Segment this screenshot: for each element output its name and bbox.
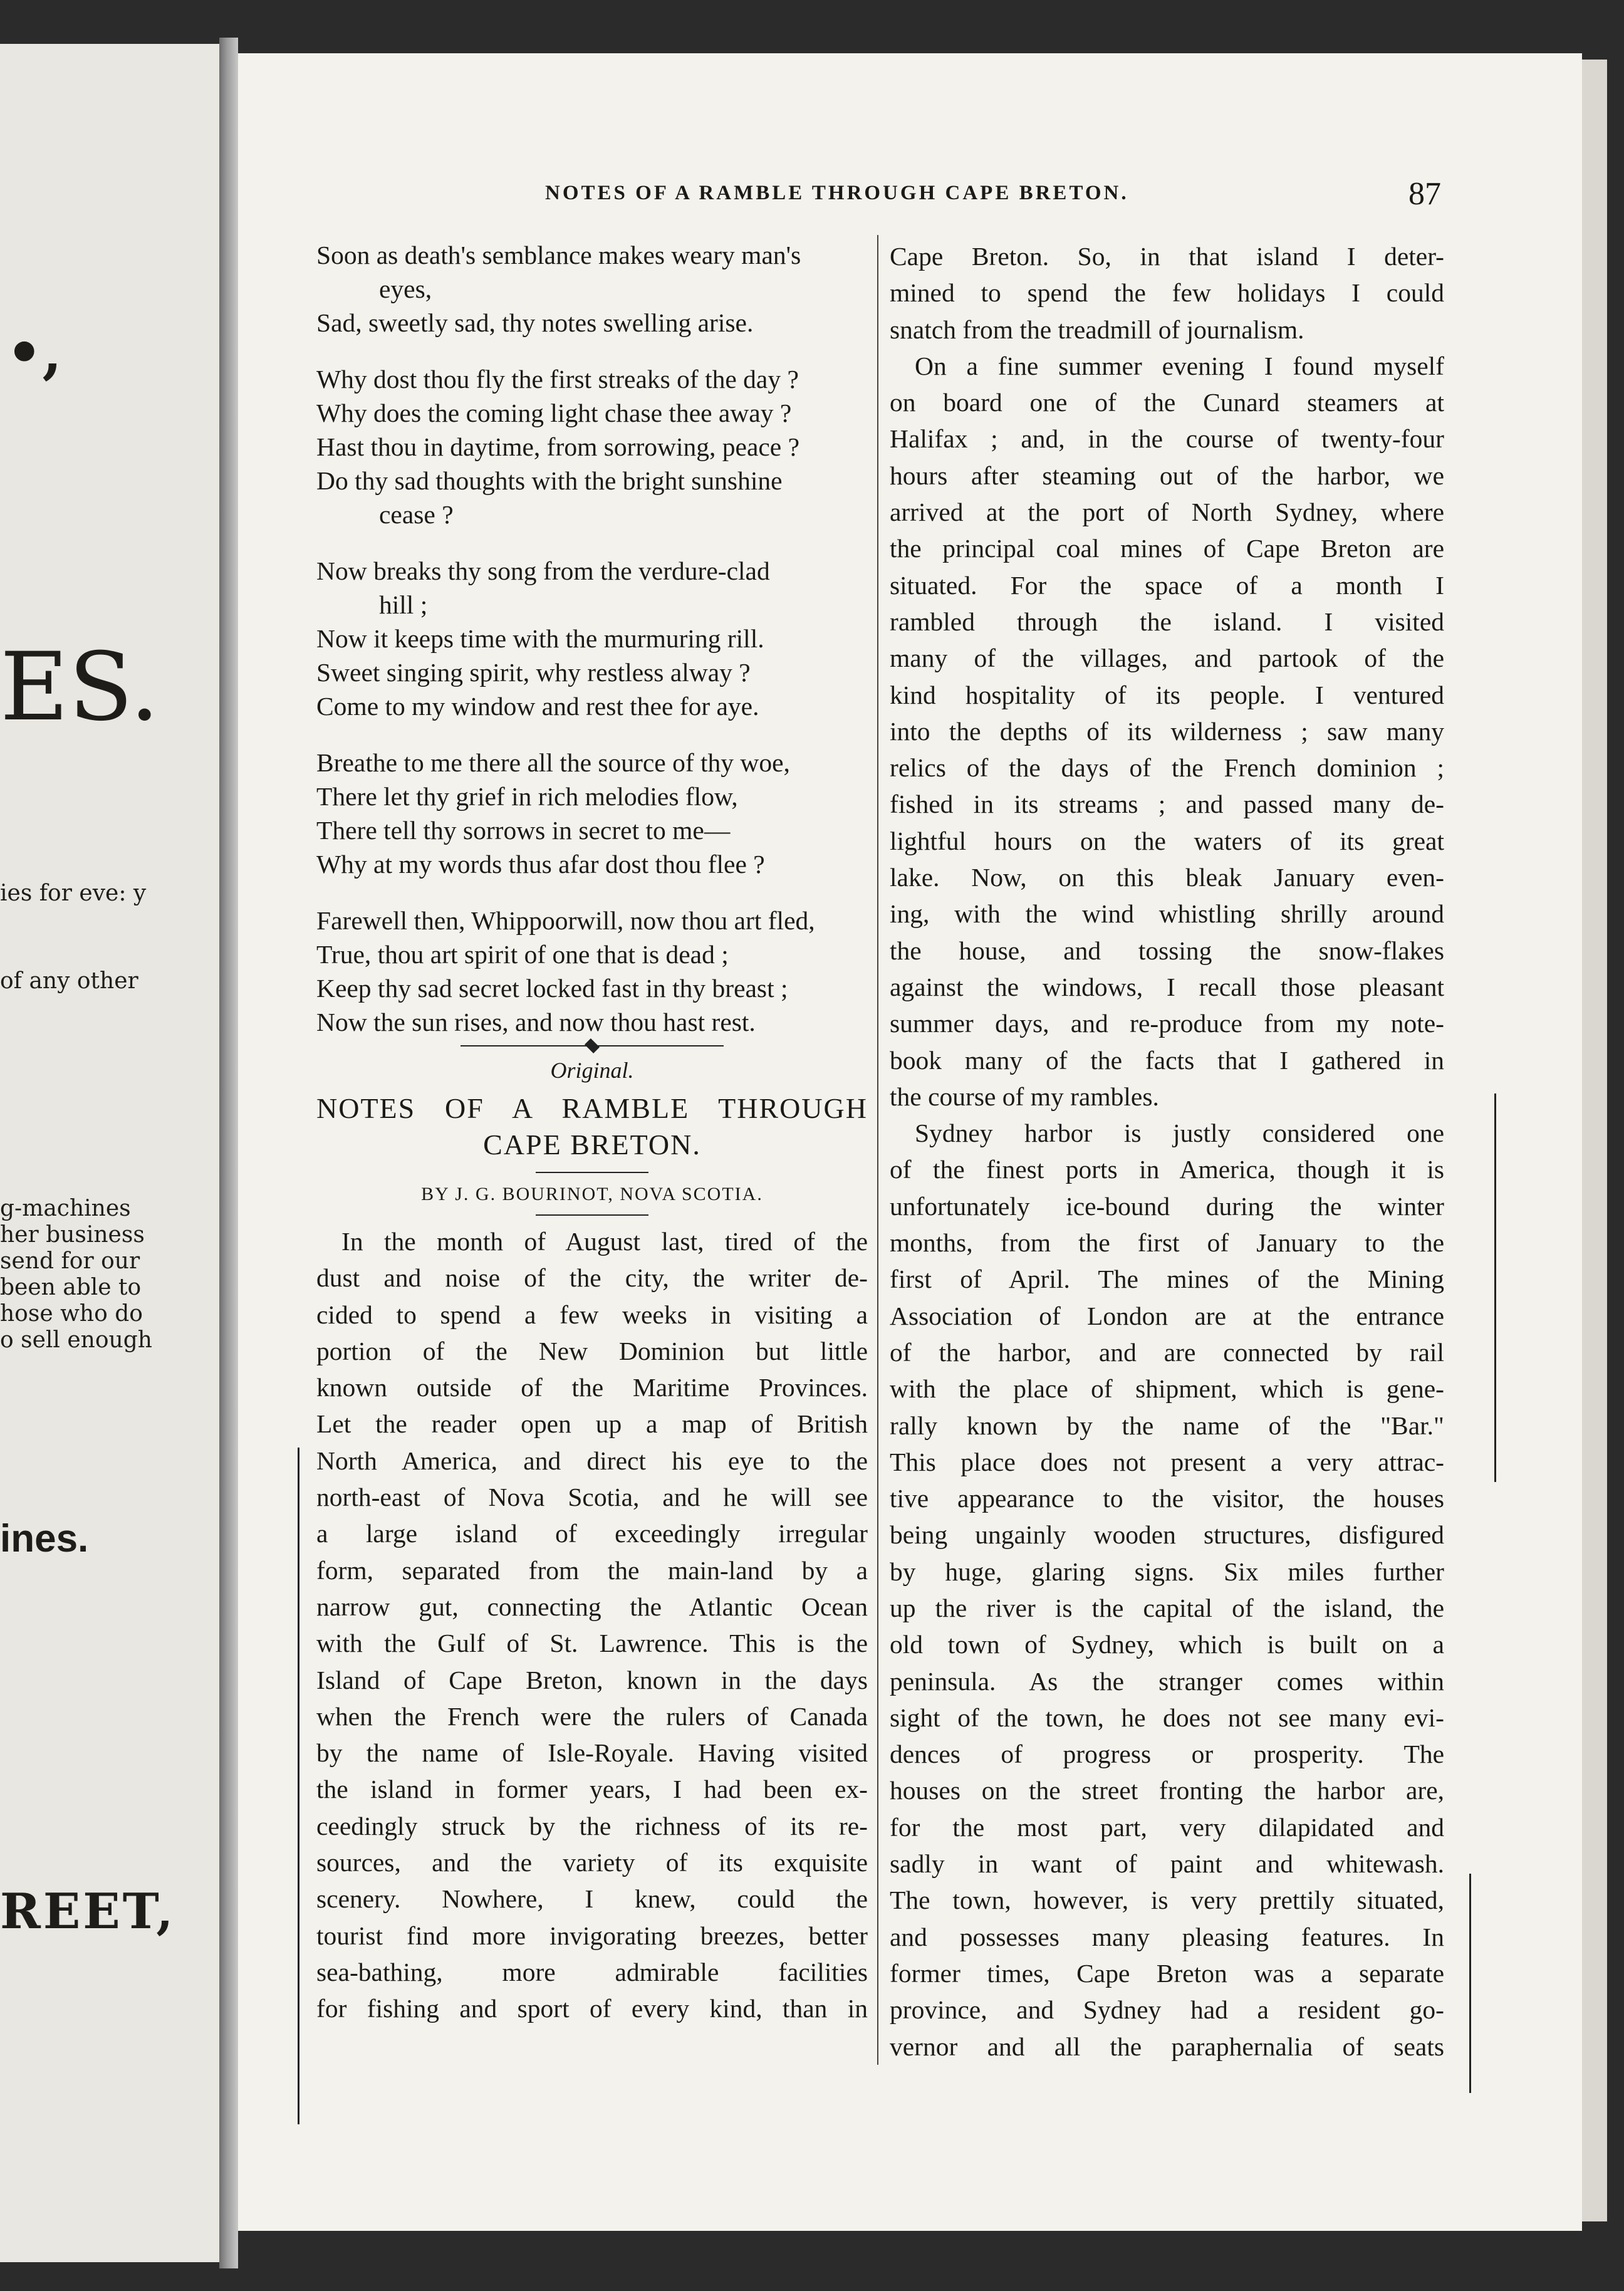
poem-line: There tell thy sorrows in secret to me— <box>316 816 731 845</box>
poem-line: Hast thou in daytime, from sorrowing, peace ? <box>316 432 799 461</box>
poem-line: Now it keeps time with the murmuring rill. <box>316 624 764 653</box>
article-label: Original. <box>550 1058 634 1083</box>
text-line: and possesses many pleasing features. In <box>890 1922 1444 1951</box>
text-line: sea-bathing, more admirable facilities <box>316 1957 868 1986</box>
fragment-line: send for our <box>0 1248 140 1274</box>
poem-line: Now breaks thy song from the verdure-clad <box>316 556 770 585</box>
text-line: a large island of exceedingly irregular <box>316 1519 868 1548</box>
text-line: narrow gut, connecting the Atlantic Ocean <box>316 1592 868 1621</box>
poem-line: There let thy grief in rich melodies flow, <box>316 782 738 811</box>
text-line: Island of Cape Breton, known in the days <box>316 1665 868 1694</box>
fragment-line: o sell enough <box>0 1327 152 1353</box>
poem-line: eyes, <box>379 274 432 303</box>
text-line: arrived at the port of North Sydney, where <box>890 498 1444 527</box>
text-line: of the harbor, and are connected by rail <box>890 1337 1444 1367</box>
poem-stanza <box>316 554 868 723</box>
right-column <box>890 238 1444 2065</box>
facing-page-left <box>0 44 226 2262</box>
text-line: mined to spend the few holidays I could <box>890 278 1444 308</box>
poem-line: Soon as death's semblance makes weary man's <box>316 241 801 269</box>
title-rule <box>536 1172 648 1173</box>
text-line: into the depths of its wilderness ; saw many <box>890 716 1444 746</box>
text-line: on board one of the Cunard steamers at <box>890 388 1444 417</box>
poem-line: Farewell then, Whippoorwill, now thou art fled, <box>316 906 815 935</box>
text-line: the island in former years, I had been ex- <box>316 1775 868 1804</box>
poem-line: Breathe to me there all the source of thy woe, <box>316 748 790 777</box>
poem-line: True, thou art spirit of one that is dead ; <box>316 940 729 969</box>
ornamental-rule <box>461 1045 724 1046</box>
text-line: Halifax ; and, in the course of twenty-four <box>890 424 1444 454</box>
fragment-street: REET, <box>0 1883 176 1940</box>
poem-line: cease ? <box>379 500 454 529</box>
text-line: dust and noise of the city, the writer de- <box>316 1263 868 1293</box>
poem-line: Why does the coming light chase thee away ? <box>316 399 792 427</box>
poem-line: Come to my window and rest thee for aye. <box>316 692 759 721</box>
page-edge <box>1582 60 1607 2221</box>
article-title: NOTES OF A RAMBLE THROUGH CAPE BRETON. <box>316 1092 868 1161</box>
text-line: book many of the facts that I gathered in <box>890 1045 1444 1075</box>
fragment-line: of any other <box>0 968 138 994</box>
text-line: The town, however, is very prettily situated, <box>890 1886 1444 1915</box>
margin-mark <box>1494 1093 1496 1482</box>
text-line: rally known by the name of the "Bar." <box>890 1411 1444 1440</box>
margin-mark <box>298 1448 299 2124</box>
page-number: 87 <box>1408 176 1441 212</box>
poem-stanza <box>316 904 868 1039</box>
fragment-ines: ines. <box>0 1517 89 1560</box>
text-line: rambled through the island. I visited <box>890 607 1444 636</box>
text-line: hours after steaming out of the harbor, we <box>890 461 1444 490</box>
poem-stanza <box>316 238 868 340</box>
text-line: sadly in want of paint and whitewash. <box>890 1849 1444 1879</box>
poem-line: Sad, sweetly sad, thy notes swelling arise. <box>316 308 754 337</box>
text-line: months, from the first of January to the <box>890 1228 1444 1258</box>
column-divider <box>877 235 878 2065</box>
text-line: by huge, glaring signs. Six miles further <box>890 1557 1444 1586</box>
article-body-right <box>890 238 1444 2065</box>
text-line: situated. For the space of a month I <box>890 570 1444 600</box>
text-line: relics of the days of the French dominion ; <box>890 753 1444 783</box>
poem-line: Do thy sad thoughts with the bright sunshine <box>316 466 783 495</box>
text-line: known outside of the Maritime Provinces. <box>316 1373 868 1402</box>
text-line: ing, with the wind whistling shrilly around <box>890 899 1444 929</box>
article-body-left <box>316 1223 868 2027</box>
text-line: cided to spend a few weeks in visiting a <box>316 1300 868 1329</box>
text-line: for the most part, very dilapidated and <box>890 1812 1444 1842</box>
text-line: houses on the street fronting the harbor are, <box>890 1776 1444 1805</box>
text-line: dences of progress or prosperity. The <box>890 1740 1444 1769</box>
text-line: being ungainly wooden structures, disfigured <box>890 1520 1444 1550</box>
text-line: form, separated from the main-land by a <box>316 1555 868 1585</box>
text-line: the house, and tossing the snow-flakes <box>890 936 1444 965</box>
text-line: unfortunately ice-bound during the winter <box>890 1191 1444 1221</box>
text-line: This place does not present a very attrac- <box>890 1447 1444 1476</box>
text-line: North America, and direct his eye to the <box>316 1446 868 1475</box>
text-line: In the month of August last, tired of the <box>341 1227 868 1256</box>
text-line: vernor and all the paraphernalia of seats <box>890 2032 1444 2061</box>
left-column <box>316 238 868 2027</box>
poem-stanza <box>316 362 868 531</box>
text-line: lightful hours on the waters of its great <box>890 826 1444 855</box>
text-line: up the river is the capital of the island, the <box>890 1593 1444 1622</box>
text-line: province, and Sydney had a resident go- <box>890 1995 1444 2025</box>
text-line: by the name of Isle-Royale. Having visited <box>316 1738 868 1768</box>
poem-line: hill ; <box>379 590 428 619</box>
text-line: sources, and the variety of its exquisite <box>316 1848 868 1877</box>
text-line: ceedingly struck by the richness of its re- <box>316 1811 868 1840</box>
poem-line: Sweet singing spirit, why restless alway ? <box>316 658 751 687</box>
poem-stanza <box>316 746 868 881</box>
byline: BY J. G. BOURINOT, NOVA SCOTIA. <box>421 1184 763 1204</box>
page-gutter <box>219 38 238 2268</box>
text-line: On a fine summer evening I found myself <box>915 351 1444 380</box>
text-line: with the place of shipment, which is gene- <box>890 1374 1444 1404</box>
text-line: with the Gulf of St. Lawrence. This is the <box>316 1629 868 1658</box>
text-line: the principal coal mines of Cape Breton are <box>890 534 1444 563</box>
text-line: of the finest ports in America, though it is <box>890 1155 1444 1184</box>
text-line: fished in its streams ; and passed many de- <box>890 790 1444 819</box>
text-line: against the windows, I recall those pleasant <box>890 972 1444 1001</box>
text-line: first of April. The mines of the Mining <box>890 1265 1444 1294</box>
fragment-line: her business <box>0 1222 145 1248</box>
fragment-es: ES. <box>0 633 160 742</box>
text-line: kind hospitality of its people. I ventured <box>890 680 1444 709</box>
text-line: summer days, and re-produce from my note- <box>890 1009 1444 1038</box>
text-line: Let the reader open up a map of British <box>316 1409 868 1439</box>
poem-line: Why dost thou fly the first streaks of the day ? <box>316 365 799 394</box>
poem-line: Keep thy sad secret locked fast in thy breast ; <box>316 974 788 1003</box>
fragment-line: g-machines <box>0 1196 131 1221</box>
margin-mark <box>1469 1874 1471 2093</box>
text-line: lake. Now, on this bleak January even- <box>890 863 1444 892</box>
fragment-line: ies for eve: y <box>0 880 147 906</box>
fragment-line: hose who do <box>0 1301 143 1327</box>
fragment-line: been able to <box>0 1275 142 1300</box>
text-line: former times, Cape Breton was a separate <box>890 1958 1444 1988</box>
text-line: snatch from the treadmill of journalism. <box>890 315 1304 344</box>
text-line: old town of Sydney, which is built on a <box>890 1630 1444 1659</box>
fragment-dots: •, <box>6 320 62 386</box>
text-line: the course of my rambles. <box>890 1082 1159 1111</box>
text-line: Association of London are at the entrance <box>890 1301 1444 1330</box>
text-line: north-east of Nova Scotia, and he will see <box>316 1483 868 1512</box>
text-line: tourist find more invigorating breezes, better <box>316 1921 868 1950</box>
text-line: for fishing and sport of every kind, than in <box>316 1994 868 2023</box>
text-line: sight of the town, he does not see many evi- <box>890 1703 1444 1732</box>
running-head: NOTES OF A RAMBLE THROUGH CAPE BRETON. <box>545 182 1129 204</box>
text-line: portion of the New Dominion but little <box>316 1336 868 1365</box>
text-line: when the French were the rulers of Canada <box>316 1701 868 1731</box>
byline-rule <box>536 1214 648 1216</box>
text-line: tive appearance to the visitor, the houses <box>890 1484 1444 1513</box>
poem-line: Why at my words thus afar dost thou flee ? <box>316 850 765 879</box>
text-line: scenery. Nowhere, I knew, could the <box>316 1884 868 1914</box>
text-line: Cape Breton. So, in that island I deter- <box>890 242 1444 271</box>
text-line: Sydney harbor is justly considered one <box>915 1119 1444 1148</box>
text-line: many of the villages, and partook of the <box>890 644 1444 673</box>
text-line: peninsula. As the stranger comes within <box>890 1666 1444 1696</box>
poem-line: Now the sun rises, and now thou hast rest. <box>316 1008 756 1036</box>
